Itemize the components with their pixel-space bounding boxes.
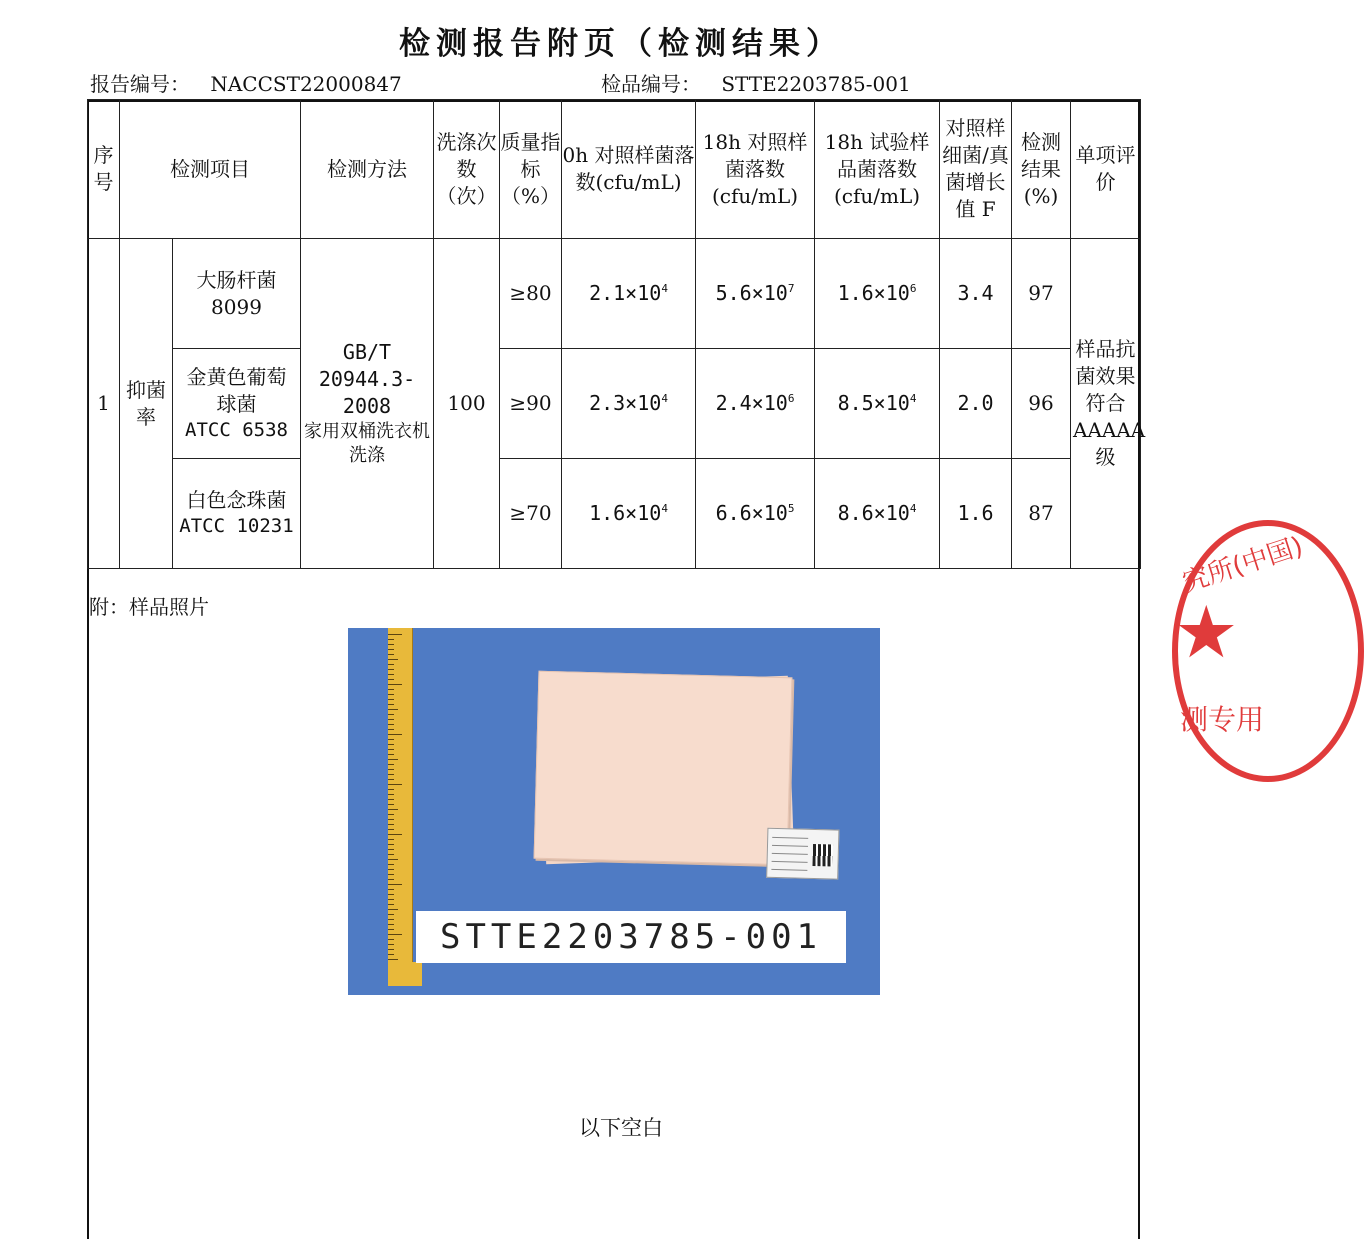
count-exponent: 4	[661, 282, 668, 295]
group-seq: 1	[88, 239, 120, 569]
official-stamp	[1172, 520, 1364, 782]
strain-name: 金黄色葡萄	[186, 364, 287, 389]
count-exponent: 4	[661, 502, 668, 515]
header-method: 检测方法	[301, 100, 434, 239]
ruler-tick	[388, 954, 394, 955]
ruler-tick	[388, 784, 402, 785]
ruler-corner	[388, 962, 422, 986]
ruler-tick	[388, 719, 394, 720]
ruler-tick	[388, 864, 394, 865]
report-number-label: 报告编号：	[90, 72, 190, 96]
quality-index: ≥90	[500, 349, 562, 459]
strain-cell	[173, 349, 301, 459]
count-exponent: 6	[909, 282, 917, 295]
header-seq: 序号	[88, 100, 120, 239]
header-growth: 对照样细菌/真菌增长值 F	[940, 100, 1012, 239]
count-mantissa: 5.6×10	[715, 281, 788, 305]
qr-code-icon	[812, 844, 833, 867]
ruler-tick	[388, 884, 402, 885]
header-result: 检测结果(%)	[1012, 100, 1071, 239]
sample-cloth	[534, 671, 793, 866]
ruler-tick	[388, 874, 394, 875]
ruler-tick	[388, 844, 394, 845]
ruler-tick	[388, 879, 394, 880]
page-title: 检测报告附页（检测结果）	[399, 26, 843, 62]
header-18h-control: 18h 对照样菌落数(cfu/mL)	[696, 100, 815, 239]
ruler-tick	[388, 699, 394, 700]
method-line: 20944.3-2008	[318, 366, 416, 418]
count-exponent: 4	[909, 392, 917, 405]
ruler-tick	[388, 714, 394, 715]
ruler-tick	[388, 804, 394, 805]
count-18h-control	[696, 459, 815, 569]
strain-name: 白色念珠菌	[186, 488, 287, 513]
ruler-tick	[388, 759, 398, 760]
ruler-tick	[388, 849, 394, 850]
ruler-tick	[388, 914, 394, 915]
ruler-tick	[388, 834, 402, 835]
count-18h-test	[815, 349, 940, 459]
ruler-tick	[388, 859, 398, 860]
ruler	[388, 628, 413, 986]
count-0h	[562, 349, 696, 459]
count-exponent: 7	[787, 282, 795, 295]
ruler-tick	[388, 734, 402, 735]
growth-value: 2.0	[940, 349, 1012, 459]
ruler-tick	[388, 909, 398, 910]
ruler-tick	[388, 689, 394, 690]
sample-number-value: STTE2203785-001	[721, 72, 911, 96]
wash-count: 100	[434, 239, 500, 569]
ruler-tick	[388, 949, 394, 950]
method-line: 洗涤	[349, 445, 385, 466]
ruler-tick	[388, 929, 394, 930]
ruler-tick	[388, 749, 394, 750]
ruler-tick	[388, 904, 394, 905]
ruler-tick	[388, 854, 394, 855]
ruler-tick	[388, 654, 394, 655]
ruler-tick	[388, 739, 394, 740]
quality-index: ≥70	[500, 459, 562, 569]
ruler-tick	[388, 634, 402, 635]
ruler-tick	[388, 659, 398, 660]
header-0h: 0h 对照样菌落数(cfu/mL)	[562, 100, 696, 239]
ruler-tick	[388, 779, 394, 780]
count-mantissa: 6.6×10	[715, 501, 788, 525]
strain-name: 大肠杆菌	[196, 267, 277, 292]
ruler-tick	[388, 729, 394, 730]
ruler-tick	[388, 814, 394, 815]
count-0h	[562, 239, 696, 349]
count-exponent: 5	[787, 502, 795, 515]
header-quality: 质量指标（%）	[500, 100, 562, 239]
sample-number	[601, 68, 911, 97]
count-mantissa: 2.3×10	[589, 391, 662, 415]
count-exponent: 4	[661, 392, 668, 405]
ruler-tick	[388, 644, 394, 645]
result-value: 87	[1012, 459, 1071, 569]
ruler-tick	[388, 679, 394, 680]
ruler-tick	[388, 674, 394, 675]
header-item: 检测项目	[120, 100, 301, 239]
strain-code: 8099	[211, 294, 262, 319]
ruler-tick	[388, 769, 394, 770]
ruler-tick	[388, 959, 398, 960]
table-header-row	[88, 100, 1141, 239]
strain-code: ATCC 10231	[179, 515, 294, 538]
star-icon: ★	[1174, 590, 1239, 674]
quality-index: ≥80	[500, 239, 562, 349]
group-item: 抑菌率	[120, 239, 173, 569]
ruler-tick	[388, 694, 394, 695]
method-cell	[301, 239, 434, 569]
ruler-tick	[388, 704, 394, 705]
strain-cell	[173, 459, 301, 569]
count-18h-test	[815, 459, 940, 569]
count-mantissa: 2.4×10	[715, 391, 788, 415]
ruler-tick	[388, 799, 394, 800]
count-exponent: 6	[787, 392, 795, 405]
table-row	[88, 459, 1141, 569]
header-eval: 单项评价	[1071, 100, 1141, 239]
ruler-tick	[388, 889, 394, 890]
ruler-tick	[388, 664, 394, 665]
blank-note: 以下空白	[579, 1116, 663, 1140]
report-number-value: NACCST22000847	[210, 72, 402, 96]
growth-value: 3.4	[940, 239, 1012, 349]
count-18h-control	[696, 349, 815, 459]
count-mantissa: 2.1×10	[589, 281, 662, 305]
ruler-tick	[388, 709, 398, 710]
report-number	[90, 68, 402, 97]
ruler-tick	[388, 824, 394, 825]
ruler-tick	[388, 774, 394, 775]
sample-tag	[766, 828, 839, 880]
count-exponent: 4	[909, 502, 917, 515]
ruler-tick	[388, 919, 394, 920]
attachment-label: 附：样品照片	[89, 595, 209, 619]
table-row	[88, 239, 1141, 349]
ruler-tick	[388, 649, 394, 650]
count-18h-control	[696, 239, 815, 349]
ruler-tick	[388, 724, 394, 725]
ruler-tick	[388, 789, 394, 790]
ruler-tick	[388, 744, 394, 745]
ruler-tick	[388, 839, 394, 840]
ruler-tick	[388, 794, 394, 795]
ruler-tick	[388, 934, 402, 935]
ruler-tick	[388, 939, 394, 940]
method-line: 家用双桶洗衣机	[304, 420, 430, 442]
strain-cell	[173, 239, 301, 349]
sample-photo	[348, 628, 880, 995]
ruler-tick	[388, 894, 394, 895]
count-18h-test	[815, 239, 940, 349]
ruler-tick	[388, 899, 394, 900]
ruler-tick	[388, 924, 394, 925]
ruler-tick	[388, 869, 394, 870]
sample-number-label: 检品编号：	[601, 72, 701, 96]
header-18h-test: 18h 试验样品菌落数(cfu/mL)	[815, 100, 940, 239]
strain-name: 球菌	[216, 391, 257, 416]
count-mantissa: 1.6×10	[589, 501, 662, 525]
count-mantissa: 8.6×10	[837, 501, 910, 525]
ruler-tick	[388, 639, 394, 640]
ruler-tick	[388, 764, 394, 765]
count-mantissa: 1.6×10	[837, 281, 910, 305]
header-wash: 洗涤次数（次）	[434, 100, 500, 239]
ruler-tick	[388, 944, 394, 945]
strain-code: ATCC 6538	[185, 418, 288, 441]
method-line: GB/T	[342, 339, 392, 364]
ruler-tick	[388, 669, 394, 670]
photo-sample-label: STTE2203785-001	[416, 911, 846, 963]
result-value: 96	[1012, 349, 1071, 459]
results-table	[87, 99, 1146, 569]
count-mantissa: 8.5×10	[837, 391, 910, 415]
ruler-tick	[388, 754, 394, 755]
stamp-text-top: 究所(中国)	[1179, 531, 1307, 599]
ruler-tick	[388, 829, 394, 830]
stamp-text-bottom: 测专用	[1180, 703, 1265, 736]
ruler-tick	[388, 819, 394, 820]
ruler-tick	[388, 809, 398, 810]
result-value: 97	[1012, 239, 1071, 349]
table-row	[88, 349, 1141, 459]
evaluation: 样品抗菌效果符合AAAAA级	[1071, 239, 1141, 569]
count-0h	[562, 459, 696, 569]
growth-value: 1.6	[940, 459, 1012, 569]
ruler-tick	[388, 684, 402, 685]
